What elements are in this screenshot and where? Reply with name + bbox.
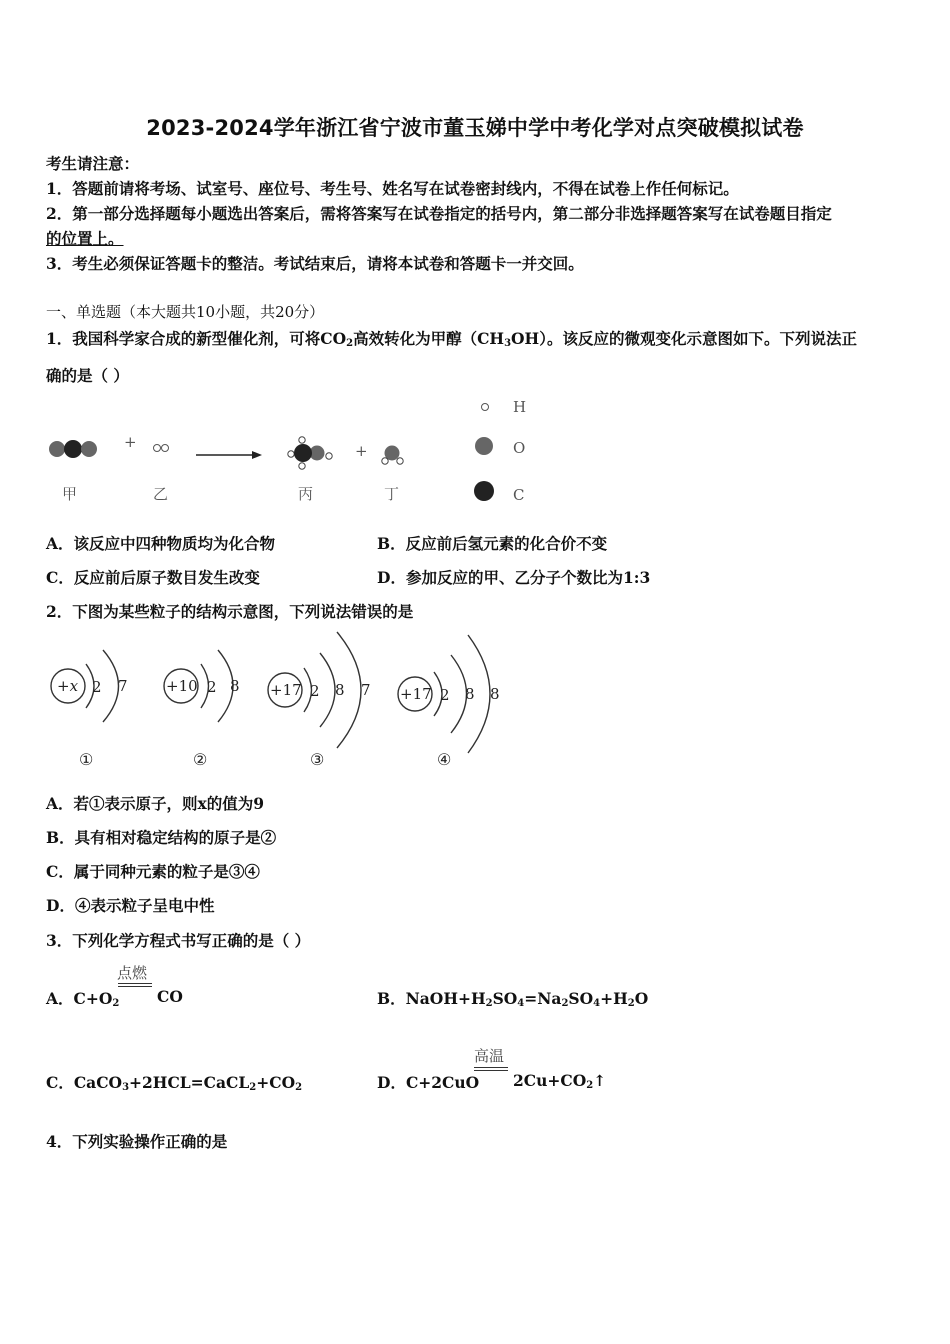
shell-1-2: 7 [118,677,128,695]
particle-label-4: ④ [437,750,452,769]
nucleus-2: +10 [166,677,198,695]
shell-3-2: 8 [335,681,345,699]
q3-d-product: $2Cu+CO_2↑$ [513,1071,607,1091]
legend-o: O [513,439,526,457]
nucleus-1: +x [57,677,79,695]
q3-stem: 3．下列化学方程式书写正确的是（ ） [46,931,311,950]
legend-c: C [513,486,525,504]
shell-4-3: 8 [490,685,500,703]
notice-item-1: 1．答题前请将考场、试室号、座位号、考生号、姓名写在试卷密封线内，不得在试卷上作任何标记。 [46,179,739,198]
q3-d-condition: 高温 [474,1047,505,1065]
shell-4-2: 8 [465,685,475,703]
q3-a-product: CO [157,987,183,1006]
notice-heading: 考生请注意： [46,154,140,173]
q1-option-c: C．反应前后原子数目发生改变 [46,568,260,587]
q3-option-a: A．$C+O_2$ [46,989,120,1009]
shell-2-2: 8 [230,677,240,695]
particle-label-2: ② [193,750,208,769]
q2-stem: 2．下图为某些粒子的结构示意图，下列说法错误的是 [46,602,414,621]
notice-item-2: 2．第一部分选择题每小题选出答案后，需将答案写在试卷指定的括号内，第二部分非选择题答案写在试卷题目指定 [46,204,832,223]
q1-option-a: A．该反应中四种物质均为化合物 [46,534,276,553]
nucleus-3: +17 [270,681,302,699]
q2-option-a: A．若①表示原子，则x的值为9 [46,794,265,813]
q4-stem: 4．下列实验操作正确的是 [46,1132,228,1151]
label-jia: 甲 [62,485,78,503]
q3-option-b: B．$NaOH+H_2SO_4=Na_2SO_4+H_2O$ [377,989,649,1009]
notice-item-2-cont: 的位置上。 [46,229,124,248]
shell-4-1: 2 [440,686,450,704]
shell-3-1: 2 [310,682,320,700]
plus-sign-2: + [355,442,368,460]
section-heading: 一、单选题（本大题共10小题，共20分） [46,303,325,321]
particle-label-3: ③ [310,750,325,769]
q3-option-d: D．C+2CuO [377,1073,480,1092]
label-bing: 丙 [298,485,314,503]
q1-stem-line2: 确的是（ ） [46,366,129,385]
q1-option-d: D．参加反应的甲、乙分子个数比为1:3 [377,568,651,587]
label-yi: 乙 [153,485,169,503]
shell-3-3: 7 [361,681,371,699]
shell-arc-3b [320,653,335,727]
nucleus-4: +17 [400,685,432,703]
plus-sign-1: + [124,433,137,451]
legend-h: H [513,398,527,416]
q2-option-b: B．具有相对稳定结构的原子是② [46,828,277,847]
q3-a-condition: 点燃 [117,964,148,982]
label-ding: 丁 [384,485,400,503]
page-title: 2023-2024学年浙江省宁波市董玉娣中学中考化学对点突破模拟试卷 [146,116,804,140]
shell-arc-1b [103,650,119,722]
q3-a-equals [118,983,152,987]
q1-stem-line1: 1．我国科学家合成的新型催化剂，可将$CO_2$高效转化为甲醇$(CH_3OH)$。该反应的微观变化示意图如下。下列说法正 [46,329,857,349]
q1-option-b: B．反应前后氢元素的化合价不变 [377,534,608,553]
q3-d-equals [474,1067,508,1071]
q2-option-d: D．④表示粒子呈电中性 [46,896,215,915]
particle-label-1: ① [79,750,94,769]
shell-2-1: 2 [207,678,217,696]
shell-1-1: 2 [92,678,102,696]
q2-option-c: C．属于同种元素的粒子是③④ [46,862,260,881]
q3-option-c: C．$CaCO_3+2HCL=CaCL_2+CO_2$ [46,1073,303,1093]
notice-item-3: 3．考生必须保证答题卡的整洁。考试结束后，请将本试卷和答题卡一并交回。 [46,254,584,273]
